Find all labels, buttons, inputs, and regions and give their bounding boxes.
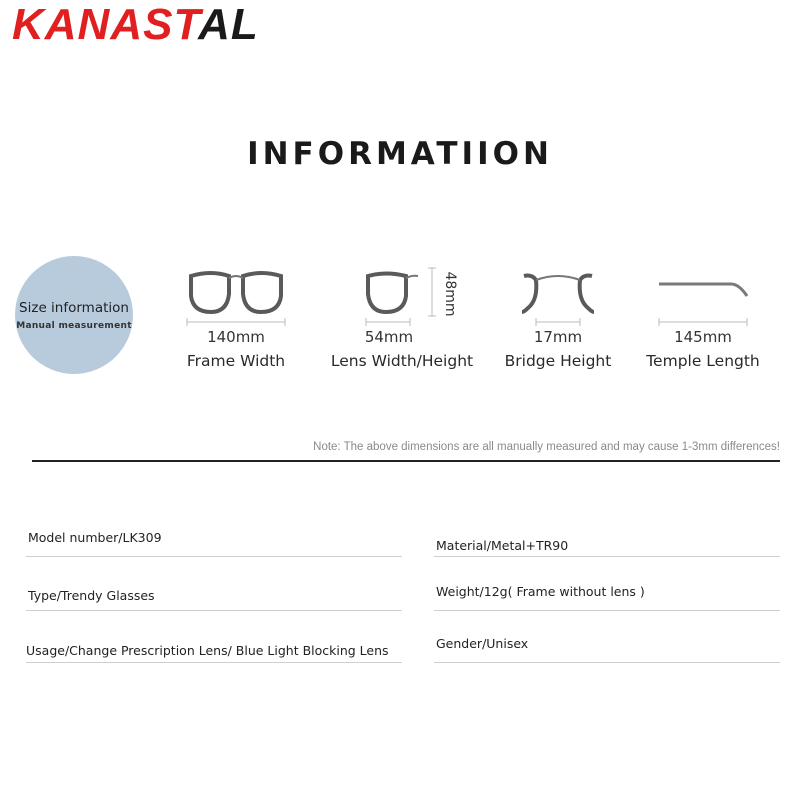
temple-length-label: Temple Length [646,352,760,370]
dimension-lens-size [322,266,482,370]
dimension-bridge-height [496,266,620,370]
spec-divider [26,610,402,611]
lens-width-value: 54mm [364,328,414,346]
spec-divider [434,662,780,663]
bridge-height-value: 17mm [533,328,583,346]
temple-length-value: 145mm [674,328,732,346]
brand-part-2: AST [110,0,199,49]
page-title: INFORMATIION [247,136,553,172]
size-info-subtitle: Manual measurement [16,320,132,331]
spec-weight: Weight/12g( Frame without lens ) [436,584,645,599]
lens-size-label: Lens Width/Height [330,352,474,370]
bridge-icon [518,266,598,326]
spec-model-number: Model number/LK309 [28,530,162,545]
spec-divider [26,662,402,663]
spec-type: Type/Trendy Glasses [28,588,155,603]
spec-usage: Usage/Change Prescription Lens/ Blue Light Blocking Lens [26,643,389,658]
brand-logo [12,2,259,48]
spec-divider [434,556,780,557]
spec-material: Material/Metal+TR90 [436,538,569,553]
dimension-temple-length [638,266,768,370]
spec-divider [26,556,402,557]
lens-height-value: 48mm [442,271,458,317]
section-divider [32,460,780,462]
lens-icon [322,266,482,326]
dimension-frame-width [168,266,304,370]
brand-part-1: KAN [12,0,111,49]
brand-part-3: AL [198,0,259,49]
frame-width-value: 140mm [207,328,265,346]
frame-width-label: Frame Width [186,352,286,370]
size-info-badge [15,256,133,374]
spec-gender: Gender/Unisex [436,636,529,651]
measurement-note: Note: The above dimensions are all manually measured and may cause 1-3mm differences! [313,441,780,453]
spec-divider [434,610,780,611]
temple-icon [653,266,753,326]
bridge-height-label: Bridge Height [504,352,612,370]
size-info-title: Size information [19,299,129,316]
frame-front-icon [181,266,291,326]
